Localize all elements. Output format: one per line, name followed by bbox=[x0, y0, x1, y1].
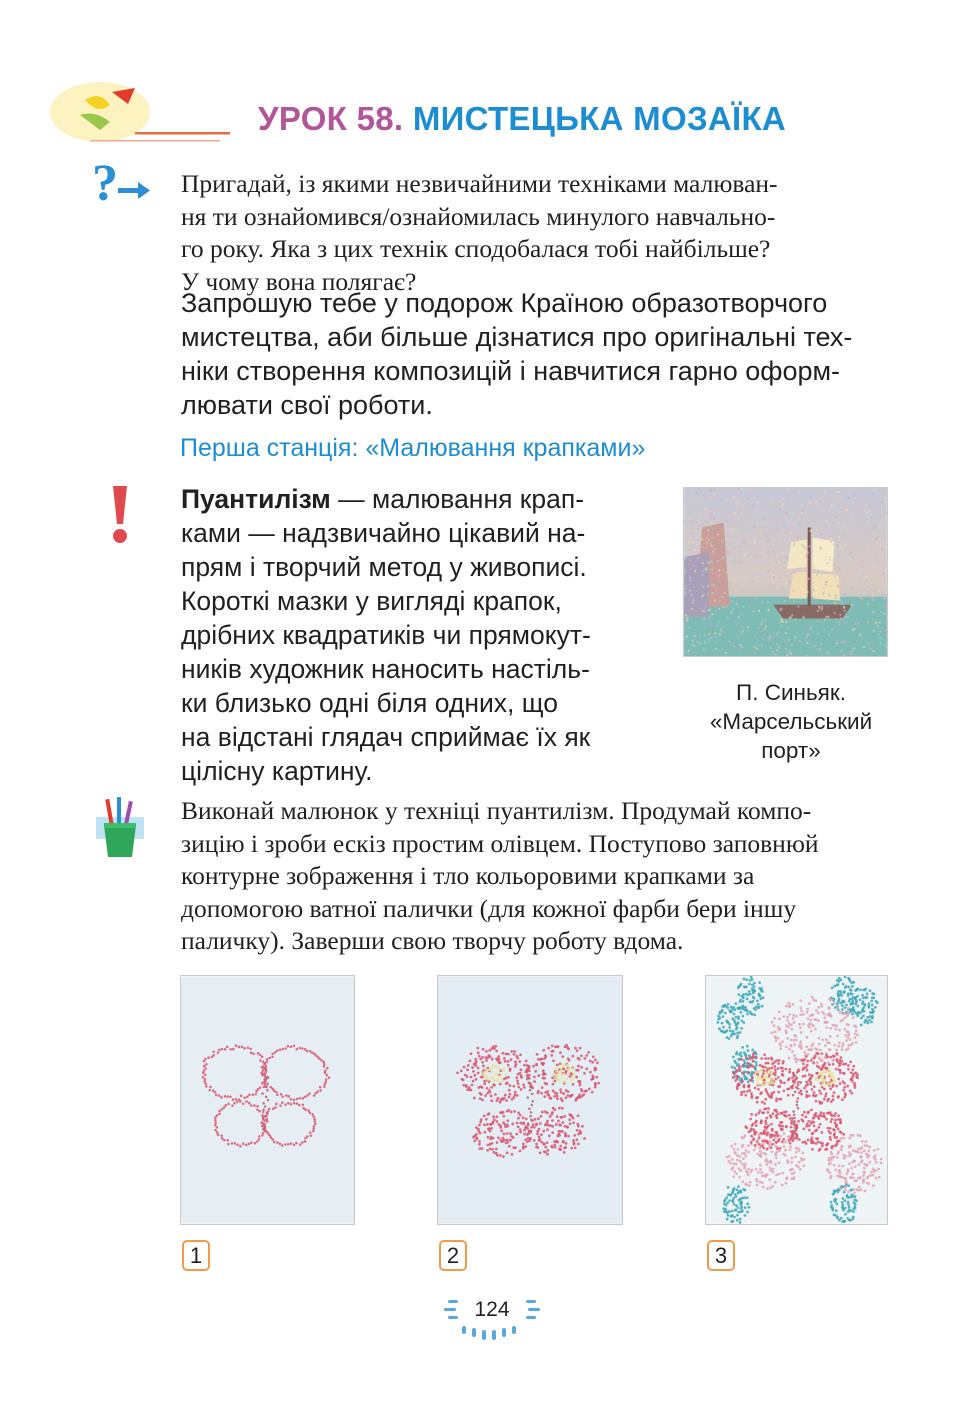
definition-line: прям і творчий метод у живописі. bbox=[181, 552, 587, 582]
lesson-name: МИСТЕЦЬКА МОЗАЇКА bbox=[412, 100, 787, 137]
definition-line: ки близько одні біля одних, що bbox=[181, 688, 558, 718]
invitation-line: мистецтва, аби більше дізнатися про оригінальні тех- bbox=[181, 322, 853, 352]
intro-question bbox=[181, 168, 891, 298]
intro-line: Пригадай, із якими незвичайними техніками малюван- bbox=[181, 169, 778, 198]
pointillism-definition bbox=[181, 482, 651, 788]
definition-line: Короткі мазки у вигляді крапок, bbox=[181, 586, 562, 616]
invitation-line: ніки створення композицій і навчитися гарно оформ- bbox=[181, 356, 841, 386]
caption-line: порт» bbox=[761, 738, 821, 763]
definition-line: на відстані глядач сприймає їх як bbox=[181, 722, 591, 752]
definition-line: дрібних квадратиків чи прямокут- bbox=[181, 620, 591, 650]
invitation-line: Запрошую тебе у подорож Країною образотворчого bbox=[181, 288, 828, 318]
step-label: 2 bbox=[439, 1240, 467, 1271]
task-line: Виконай малюнок у техніці пуантилізм. Продумай компо- bbox=[181, 796, 812, 825]
page-number: 124 bbox=[474, 1298, 510, 1321]
definition-line: ників художник наносить настіль- bbox=[181, 654, 590, 684]
caption-line: «Марсельський bbox=[709, 709, 873, 734]
task-line: паличку). Заверши свою творчу роботу вдома. bbox=[181, 926, 684, 955]
definition-term: Пуантилізм bbox=[181, 484, 331, 514]
task-line: допомогою ватної палички (для кожної фарби бери іншу bbox=[181, 893, 797, 923]
step-label: 1 bbox=[182, 1240, 210, 1271]
lesson-title bbox=[258, 100, 786, 138]
invitation-line: лювати свої роботи. bbox=[181, 390, 433, 420]
task-line: контурне зображення і тло кольоровими крапками за bbox=[181, 861, 755, 890]
step-3-image bbox=[705, 975, 888, 1225]
caption-line: П. Синьяк. bbox=[736, 680, 846, 705]
step-2-image bbox=[437, 975, 623, 1225]
step-label: 3 bbox=[707, 1240, 735, 1271]
definition-line: ками — надзвичайно цікавий на- bbox=[181, 518, 586, 548]
definition-line: цілісну картину. bbox=[181, 756, 373, 786]
definition-line: — малювання крап- bbox=[330, 484, 585, 514]
painting-caption bbox=[688, 678, 894, 765]
exclamation-icon bbox=[108, 484, 132, 546]
step-1-image bbox=[180, 975, 355, 1225]
intro-line: го року. Яка з цих технік сподобалася тобі найбільше? bbox=[181, 234, 771, 263]
intro-line: ня ти ознайомився/ознайомилась минулого навчально- bbox=[181, 201, 776, 231]
task-paragraph bbox=[181, 795, 889, 958]
svg-text:?: ? bbox=[92, 155, 118, 208]
signac-painting bbox=[683, 487, 888, 657]
station-heading: Перша станція: «Малювання крапками» bbox=[180, 434, 646, 462]
pencil-cup-icon bbox=[90, 795, 150, 861]
question-arrow-icon bbox=[90, 150, 152, 208]
invitation-paragraph bbox=[181, 286, 891, 422]
lesson-number: УРОК 58. bbox=[258, 100, 404, 137]
intro-line: У чому вона полягає? bbox=[181, 266, 417, 296]
task-line: зицію і зроби ескіз простим олівцем. Поступово заповнюй bbox=[181, 828, 819, 858]
header-decoration bbox=[40, 70, 240, 150]
